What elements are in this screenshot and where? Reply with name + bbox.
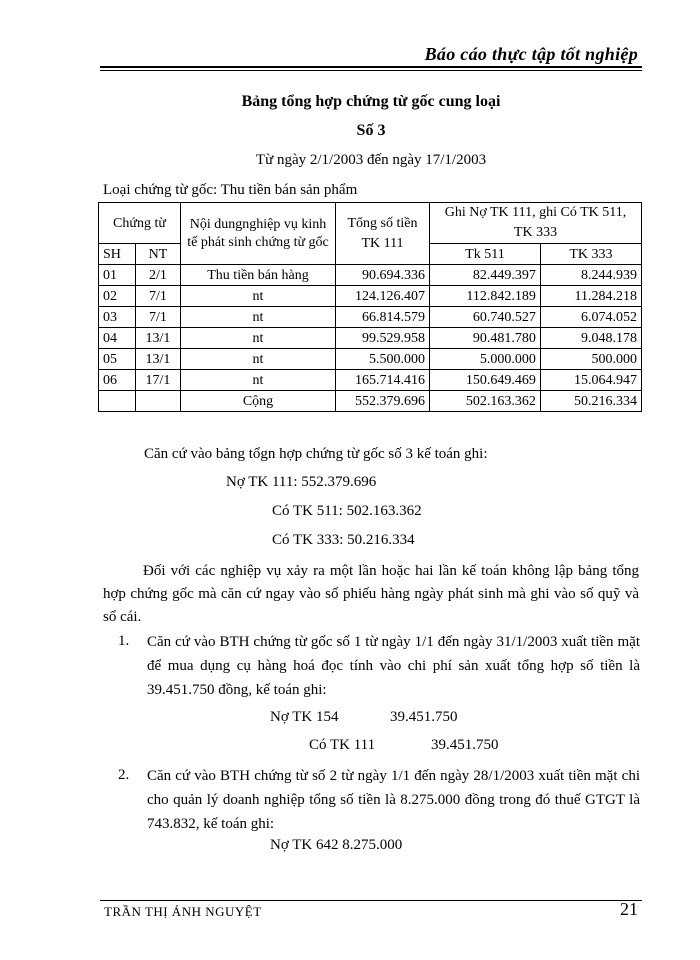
cell-sum-tk511: 502.163.362 bbox=[430, 391, 541, 412]
header-rule-thick bbox=[100, 66, 642, 68]
entry-debit-642: Nợ TK 642 8.275.000 bbox=[270, 837, 403, 853]
cell-total: 66.814.579 bbox=[336, 307, 430, 328]
entry-credit-511: Có TK 511: 502.163.362 bbox=[272, 503, 422, 519]
header-description: Nội dungnghiệp vụ kinh tế phát sinh chứng từ gốc bbox=[181, 203, 336, 265]
cell-nt: 7/1 bbox=[136, 286, 181, 307]
list-number-2: 2. bbox=[118, 767, 130, 783]
cell-sh-empty bbox=[99, 391, 136, 412]
cell-nt: 13/1 bbox=[136, 328, 181, 349]
cell-total: 99.529.958 bbox=[336, 328, 430, 349]
cell-tk333: 15.064.947 bbox=[540, 370, 641, 391]
table-row bbox=[99, 307, 642, 328]
cell-sh: 01 bbox=[99, 265, 136, 286]
list-item-2: Căn cứ vào BTH chứng từ số 2 từ ngày 1/1 đến ngày 28/1/2003 xuất tiền mặt chi cho quản lý doanh nghiệp tổng số tiền là 8.275.000 đồng trong đó thuế GTGT là 743.832, kế toán ghi: bbox=[147, 768, 640, 832]
voucher-type: Loại chứng từ gốc: Thu tiền bán sản phẩm bbox=[103, 182, 358, 198]
list-number-1: 1. bbox=[118, 633, 130, 649]
cell-sum-label: Cộng bbox=[181, 391, 336, 412]
header-total: Tổng số tiền TK 111 bbox=[336, 203, 430, 265]
table-row bbox=[99, 265, 642, 286]
cell-description: nt bbox=[181, 307, 336, 328]
page-number: 21 bbox=[620, 899, 638, 919]
cell-nt: 2/1 bbox=[136, 265, 181, 286]
cell-nt: 17/1 bbox=[136, 370, 181, 391]
cell-sh: 03 bbox=[99, 307, 136, 328]
header-tk333: TK 333 bbox=[540, 244, 641, 265]
entry-credit-111: Có TK 111 bbox=[309, 737, 376, 753]
document-number: Số 3 bbox=[356, 122, 386, 139]
footer-author: TRẦN THỊ ÁNH NGUYỆT bbox=[104, 904, 262, 919]
cell-description: Thu tiền bán hàng bbox=[181, 265, 336, 286]
entry-debit-154-amount: 39.451.750 bbox=[390, 709, 458, 725]
cell-total: 90.694.336 bbox=[336, 265, 430, 286]
table-total-row bbox=[99, 391, 642, 412]
cell-nt: 13/1 bbox=[136, 349, 181, 370]
cell-sh: 04 bbox=[99, 328, 136, 349]
header-tk511: Tk 511 bbox=[430, 244, 541, 265]
cell-description: nt bbox=[181, 328, 336, 349]
document-title: Bảng tổng hợp chứng từ gốc cung loại bbox=[241, 93, 501, 110]
cell-description: nt bbox=[181, 370, 336, 391]
voucher-summary-table bbox=[98, 202, 642, 412]
cell-sh: 06 bbox=[99, 370, 136, 391]
cell-description: nt bbox=[181, 286, 336, 307]
cell-total: 165.714.416 bbox=[336, 370, 430, 391]
cell-tk511: 150.649.469 bbox=[430, 370, 541, 391]
cell-tk333: 6.074.052 bbox=[540, 307, 641, 328]
entry-credit-111-amount: 39.451.750 bbox=[431, 737, 499, 753]
cell-sum-total: 552.379.696 bbox=[336, 391, 430, 412]
cell-tk511: 5.000.000 bbox=[430, 349, 541, 370]
table-row bbox=[99, 349, 642, 370]
cell-tk333: 9.048.178 bbox=[540, 328, 641, 349]
cell-tk511: 112.842.189 bbox=[430, 286, 541, 307]
cell-total: 124.126.407 bbox=[336, 286, 430, 307]
paragraph-basis: Căn cứ vào bảng tổgn hợp chứng từ gốc số 3 kế toán ghi: bbox=[144, 446, 488, 462]
header-rule-thin bbox=[100, 70, 642, 71]
footer-rule bbox=[100, 900, 642, 901]
list-item-1: Căn cứ vào BTH chứng từ gốc số 1 từ ngày 1/1 đến ngày 31/1/2003 xuất tiền mặt để mua dụng cụ hàng hoá đọc tính vào chi phí sản xuất tổng hợp số tiền là 39.451.750 đồng, kế toán ghi: bbox=[147, 634, 640, 698]
cell-tk511: 90.481.780 bbox=[430, 328, 541, 349]
cell-nt: 7/1 bbox=[136, 307, 181, 328]
cell-tk333: 8.244.939 bbox=[540, 265, 641, 286]
date-range: Từ ngày 2/1/2003 đến ngày 17/1/2003 bbox=[255, 152, 487, 168]
page-header-title: Báo cáo thực tập tốt nghiệp bbox=[424, 44, 638, 64]
cell-tk333: 11.284.218 bbox=[540, 286, 641, 307]
header-voucher: Chứng từ bbox=[99, 203, 181, 244]
paragraph-note: Đối với các nghiệp vụ xảy ra một lần hoặc hai lần kế toán không lập bảng tổng hợp chứng gốc mà căn cứ ngay vào số phiếu hàng ngày phát sinh mà ghi vào số quỹ và sổ cái. bbox=[103, 563, 639, 625]
table-row bbox=[99, 370, 642, 391]
cell-tk333: 500.000 bbox=[540, 349, 641, 370]
table-row bbox=[99, 328, 642, 349]
header-nt: NT bbox=[136, 244, 181, 265]
table-row bbox=[99, 286, 642, 307]
cell-tk511: 82.449.397 bbox=[430, 265, 541, 286]
cell-nt-empty bbox=[136, 391, 181, 412]
entry-debit-111: Nợ TK 111: 552.379.696 bbox=[226, 474, 377, 490]
cell-sh: 05 bbox=[99, 349, 136, 370]
entry-debit-154: Nợ TK 154 bbox=[270, 709, 339, 725]
cell-sh: 02 bbox=[99, 286, 136, 307]
cell-total: 5.500.000 bbox=[336, 349, 430, 370]
cell-sum-tk333: 50.216.334 bbox=[540, 391, 641, 412]
table-header-row-1 bbox=[99, 203, 642, 244]
cell-tk511: 60.740.527 bbox=[430, 307, 541, 328]
cell-description: nt bbox=[181, 349, 336, 370]
header-debit-credit: Ghi Nợ TK 111, ghi Có TK 511, TK 333 bbox=[430, 203, 642, 244]
header-sh: SH bbox=[99, 244, 136, 265]
entry-credit-333: Có TK 333: 50.216.334 bbox=[272, 532, 415, 548]
